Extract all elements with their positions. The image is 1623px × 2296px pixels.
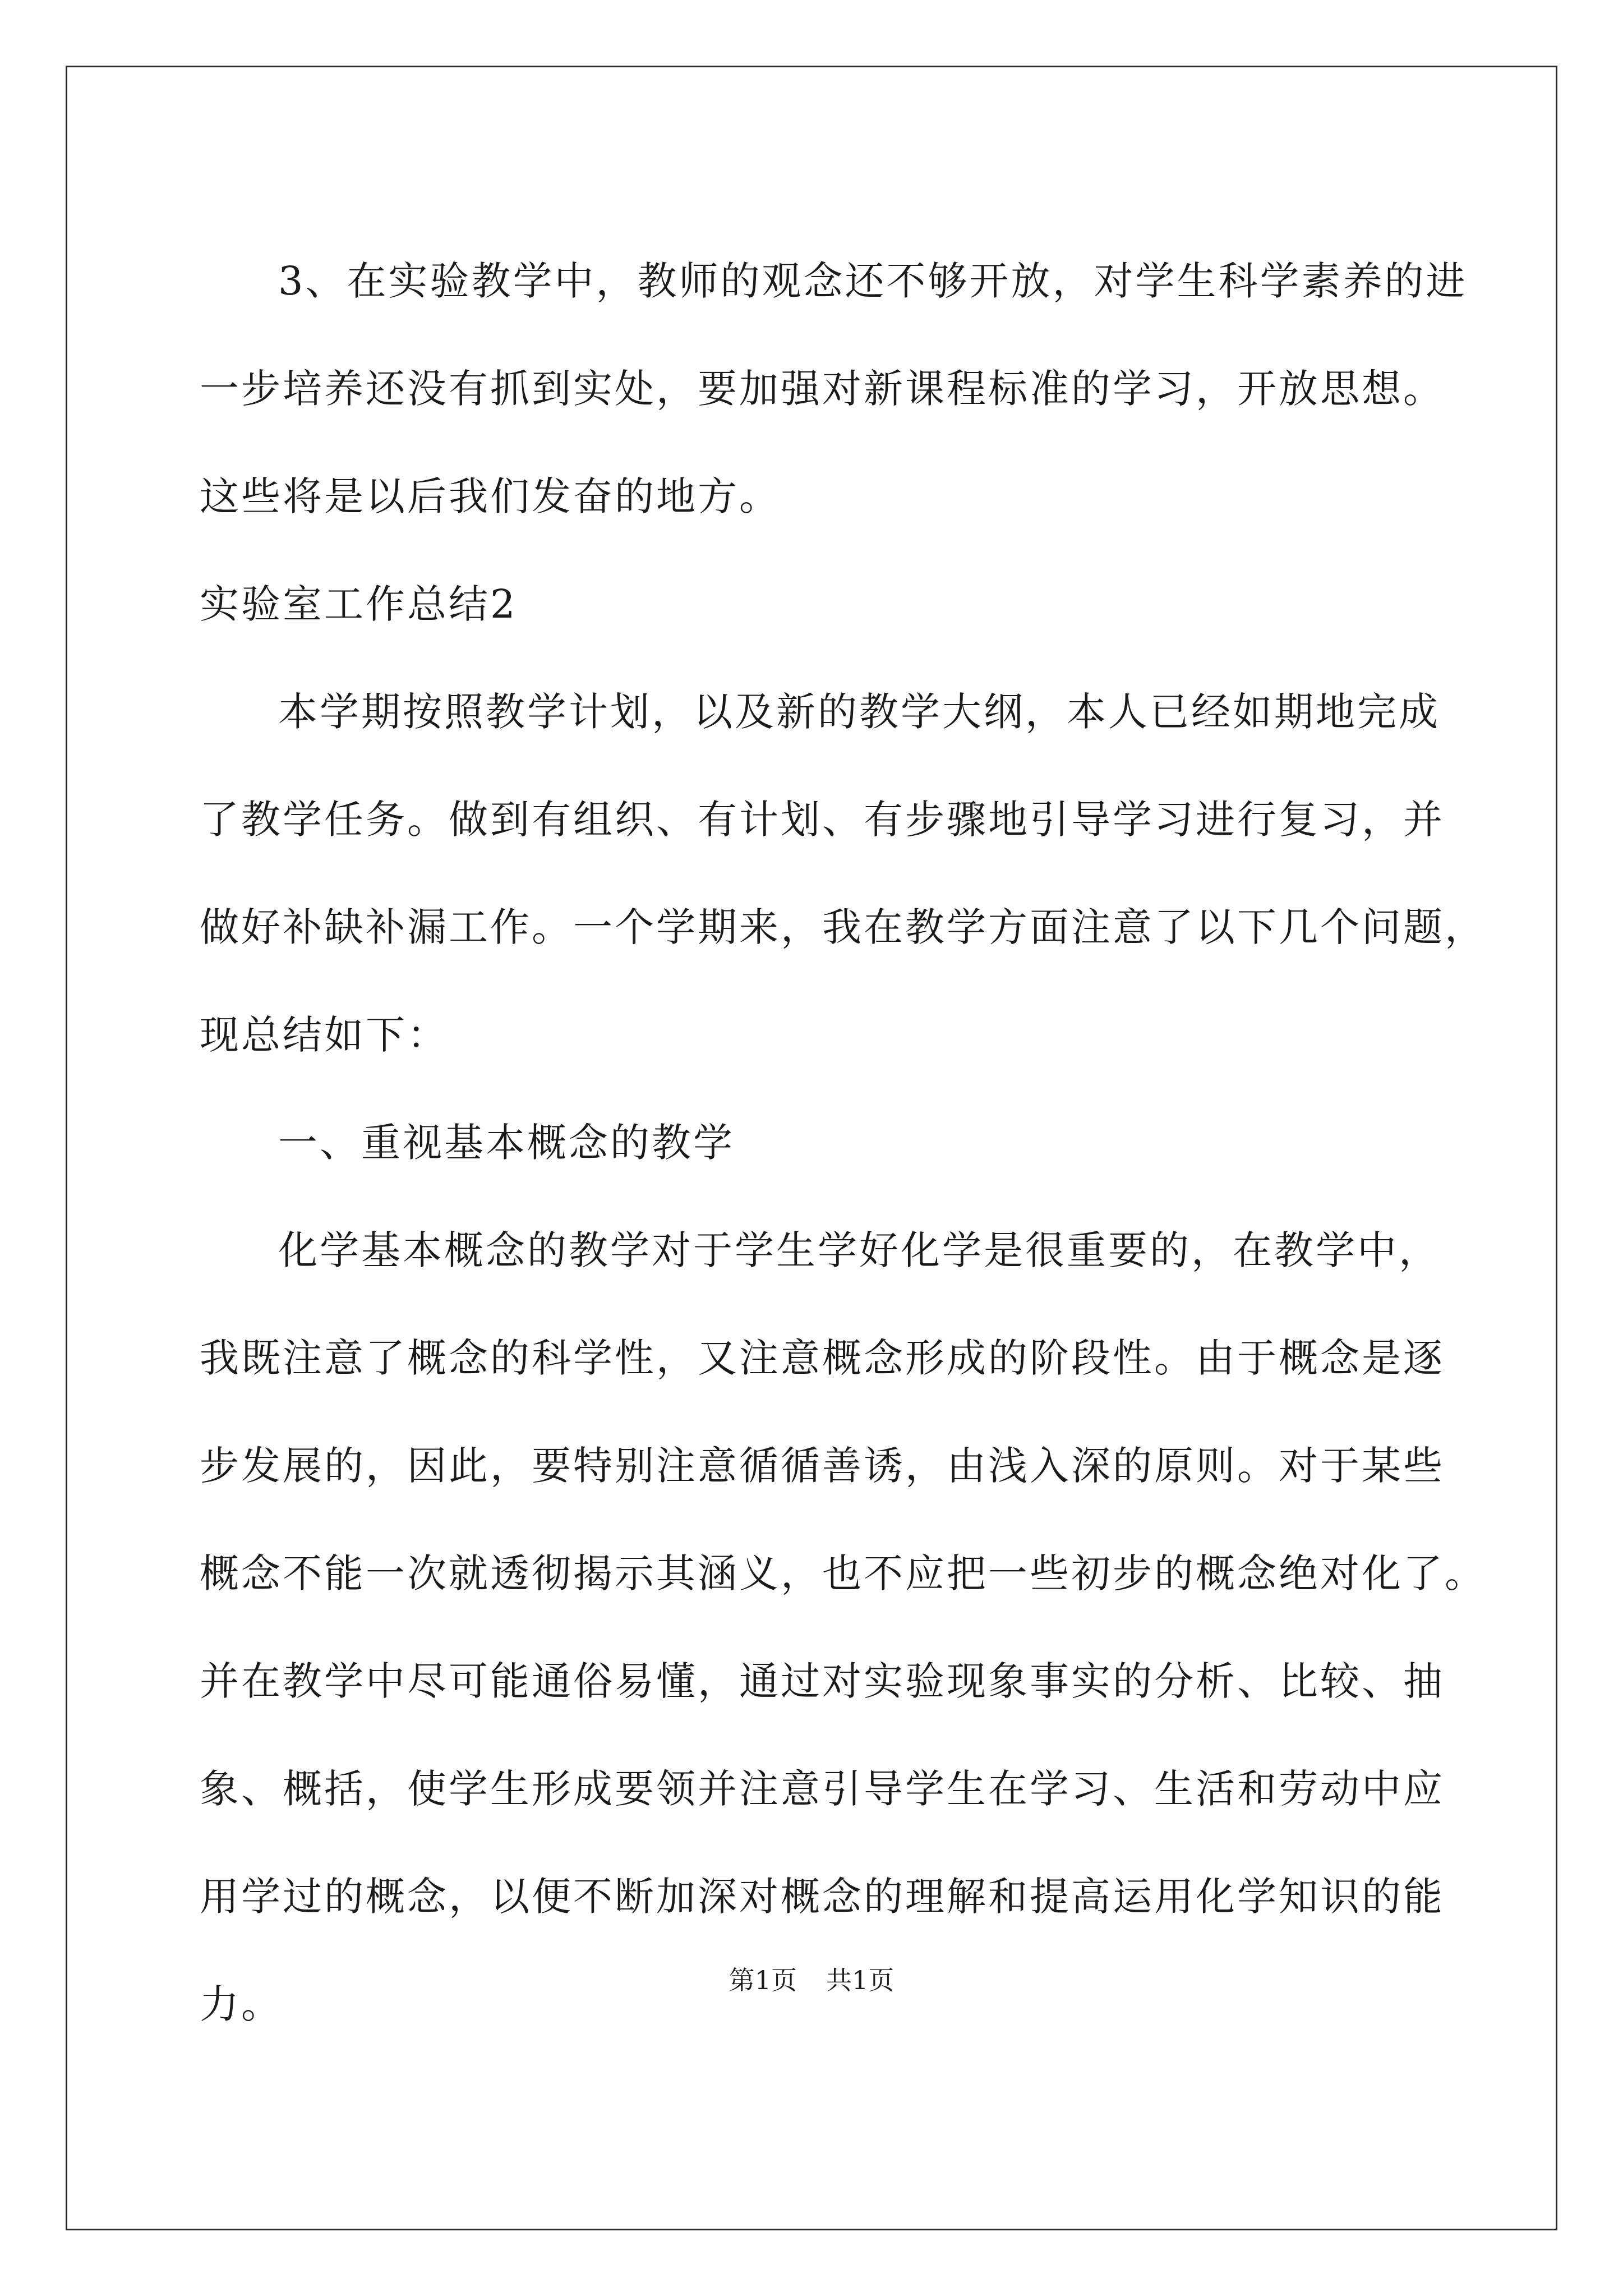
subsection-heading: 一、重视基本概念的教学: [278, 1120, 735, 1166]
text-line: 现总结如下：: [200, 1012, 449, 1058]
text-line: 概念不能一次就透彻揭示其涵义，也不应把一些初步的概念绝对化了。: [200, 1550, 1486, 1596]
text-line: 用学过的概念，以便不断加深对概念的理解和提高运用化学知识的能: [200, 1874, 1445, 1920]
text-line: 这些将是以后我们发奋的地方。: [200, 473, 781, 519]
text-line: 象、概括，使学生形成要领并注意引导学生在学习、生活和劳动中应: [200, 1766, 1445, 1812]
text-line: 3、在实验教学中，教师的观念还不够开放，对学生科学素养的进: [278, 258, 1468, 304]
text-line: 力。: [200, 1981, 283, 2027]
text-line: 做好补缺补漏工作。一个学期来，我在教学方面注意了以下几个问题，: [200, 904, 1486, 950]
text-line: 化学基本概念的教学对于学生学好化学是很重要的，在教学中，: [278, 1227, 1440, 1273]
text-line: 一步培养还没有抓到实处，要加强对新课程标准的学习，开放思想。: [200, 366, 1445, 412]
page-footer: [0, 1963, 1623, 1997]
text-line: 并在教学中尽可能通俗易懂，通过对实验现象事实的分析、比较、抽: [200, 1658, 1445, 1704]
text-line: 了教学任务。做到有组织、有计划、有步骤地引导学习进行复习，并: [200, 797, 1445, 843]
section-heading: 实验室工作总结2: [200, 581, 518, 627]
page-number: 第1页: [728, 1965, 797, 1995]
document-body: [200, 227, 1486, 2058]
text-line: 步发展的，因此，要特别注意循循善诱，由浅入深的原则。对于某些: [200, 1443, 1445, 1489]
text-line: 我既注意了概念的科学性，又注意概念形成的阶段性。由于概念是逐: [200, 1335, 1445, 1381]
page-total: 共1页: [826, 1965, 895, 1995]
text-line: 本学期按照教学计划，以及新的教学大纲，本人已经如期地完成: [278, 689, 1440, 735]
